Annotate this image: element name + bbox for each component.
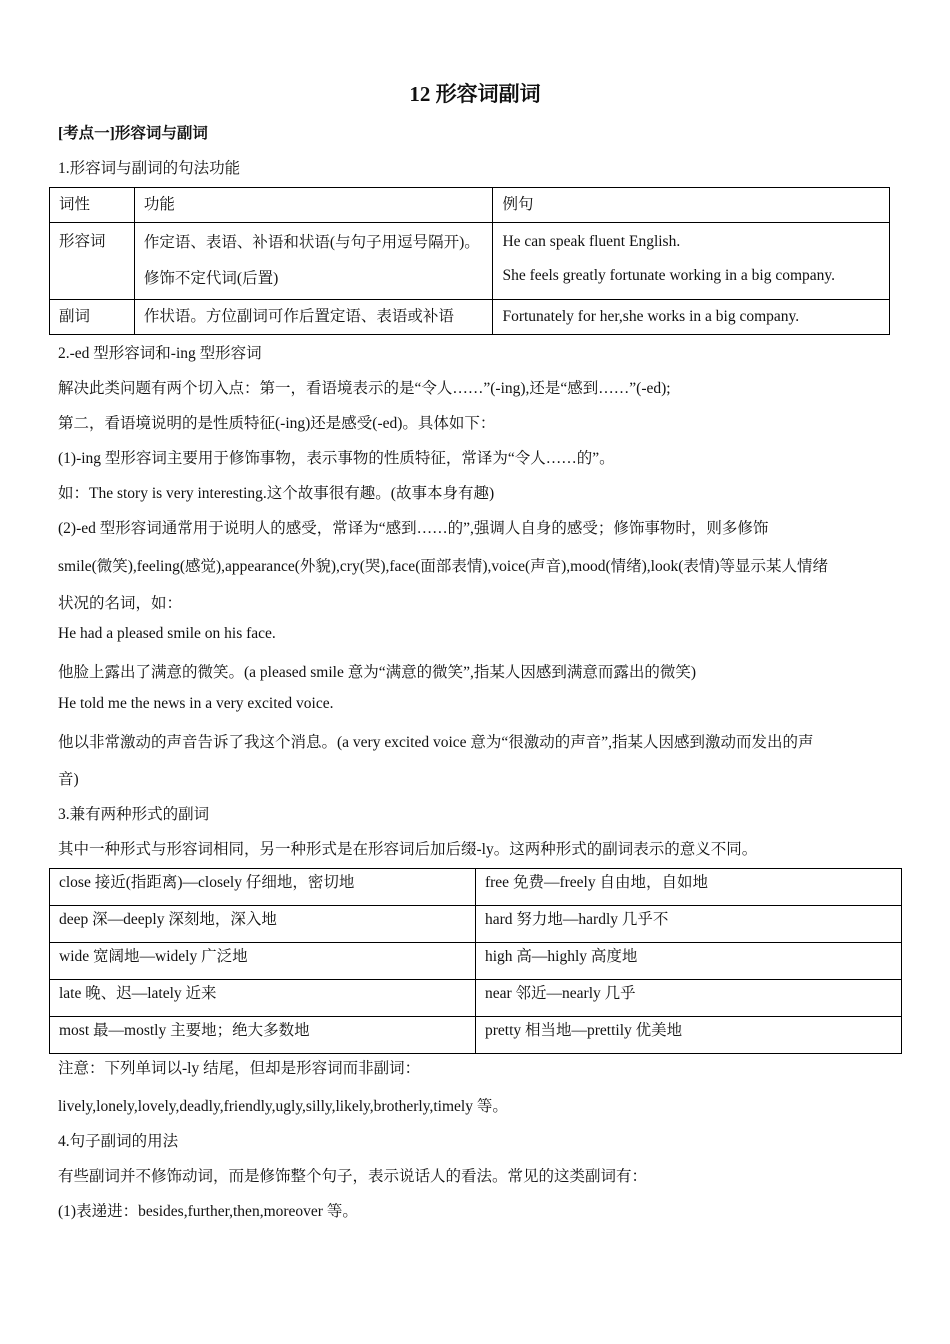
table-row: [50, 869, 902, 906]
table-cell: hard 努力地—hardly 几乎不: [475, 906, 901, 943]
table-cell: near 邻近—nearly 几乎: [475, 980, 901, 1017]
table-cell: free 免费—freely 自由地，自如地: [475, 869, 901, 906]
table-row: [50, 223, 890, 300]
syntax-function-table: [49, 187, 890, 335]
paragraph: 解决此类问题有两个切入点：第一，看语境表示的是“令人……”(-ing),还是“感到……”(-ed);: [58, 380, 671, 397]
note: 注意：下列单词以-ly 结尾，但却是形容词而非副词：: [58, 1060, 421, 1077]
cell-function: 作定语、表语、补语和状语(与句子用逗号隔开)。修饰不定代词(后置): [134, 223, 493, 300]
paragraph: 如：The story is very interesting.这个故事很有趣。(故事本身有趣): [58, 485, 495, 502]
table-row: [50, 906, 902, 943]
paragraph: (2)-ed 型形容词通常用于说明人的感受，常译为“感到……的”,强调人自身的感受；修饰事物时，则多修饰: [58, 520, 769, 537]
translation: 他脸上露出了满意的微笑。(a pleased smile 意为“满意的微笑”,指某人因感到满意而露出的微笑): [58, 664, 697, 681]
paragraph: 有些副词并不修饰动词，而是修饰整个句子，表示说话人的看法。常见的这类副词有：: [58, 1168, 648, 1185]
table-cell: late 晚、迟—lately 近来: [50, 980, 476, 1017]
example-sentence: He told me the news in a very excited voice.: [58, 695, 334, 712]
table-cell: pretty 相当地—prettily 优美地: [475, 1017, 901, 1054]
subheading-4: 4.句子副词的用法: [58, 1133, 179, 1150]
header-cell-pos: 词性: [50, 188, 135, 223]
header-cell-function: 功能: [134, 188, 493, 223]
section-heading: [考点一]形容词与副词: [58, 125, 208, 142]
dual-form-adverb-table: [49, 868, 902, 1054]
cell-example: [493, 223, 890, 300]
word-list: lively,lonely,lovely,deadly,friendly,ugly,silly,likely,brotherly,timely 等。: [58, 1098, 508, 1115]
paragraph: (1)表递进：besides,further,then,moreover 等。: [58, 1203, 358, 1220]
subheading-2: 2.-ed 型形容词和-ing 型形容词: [58, 345, 262, 362]
paragraph: 状况的名词，如：: [58, 595, 183, 612]
subheading-3: 3.兼有两种形式的副词: [58, 806, 210, 823]
table-cell: wide 宽阔地—widely 广泛地: [50, 943, 476, 980]
table-cell: most 最—mostly 主要地；绝大多数地: [50, 1017, 476, 1054]
paragraph: 其中一种形式与形容词相同，另一种形式是在形容词后加后缀-ly。这两种形式的副词表示的意义不同。: [58, 841, 758, 858]
example-sentence: He had a pleased smile on his face.: [58, 625, 276, 642]
cell-pos: 副词: [50, 300, 135, 335]
table-cell: deep 深—deeply 深刻地，深入地: [50, 906, 476, 943]
example-sentence: He can speak fluent English.: [502, 233, 681, 250]
paragraph: 第二，看语境说明的是性质特征(-ing)还是感受(-ed)。具体如下：: [58, 415, 496, 432]
header-cell-example: 例句: [493, 188, 890, 223]
table-header-row: [50, 188, 890, 223]
table-row: [50, 1017, 902, 1054]
paragraph: (1)-ing 型形容词主要用于修饰事物，表示事物的性质特征，常译为“令人……的”。: [58, 450, 615, 467]
table-cell: close 接近(指距离)—closely 仔细地，密切地: [50, 869, 476, 906]
example-sentence: She feels greatly fortunate working in a big company.: [502, 267, 836, 284]
table-row: [50, 300, 890, 335]
subheading-1: 1.形容词与副词的句法功能: [58, 160, 241, 177]
cell-example: Fortunately for her,she works in a big company.: [493, 300, 890, 335]
table-row: [50, 980, 902, 1017]
table-cell: high 高—highly 高度地: [475, 943, 901, 980]
paragraph: smile(微笑),feeling(感觉),appearance(外貌),cry(哭),face(面部表情),voice(声音),mood(情绪),look(表情)等显示某人情绪: [58, 558, 829, 575]
cell-function: 作状语。方位副词可作后置定语、表语或补语: [134, 300, 493, 335]
translation: 他以非常激动的声音告诉了我这个消息。(a very excited voice 意为“很激动的声音”,指某人因感到激动而发出的声: [58, 734, 814, 751]
cell-pos: 形容词: [50, 223, 135, 300]
table-row: [50, 943, 902, 980]
page-title: 12 形容词副词: [409, 82, 541, 106]
translation: 音): [58, 771, 79, 788]
